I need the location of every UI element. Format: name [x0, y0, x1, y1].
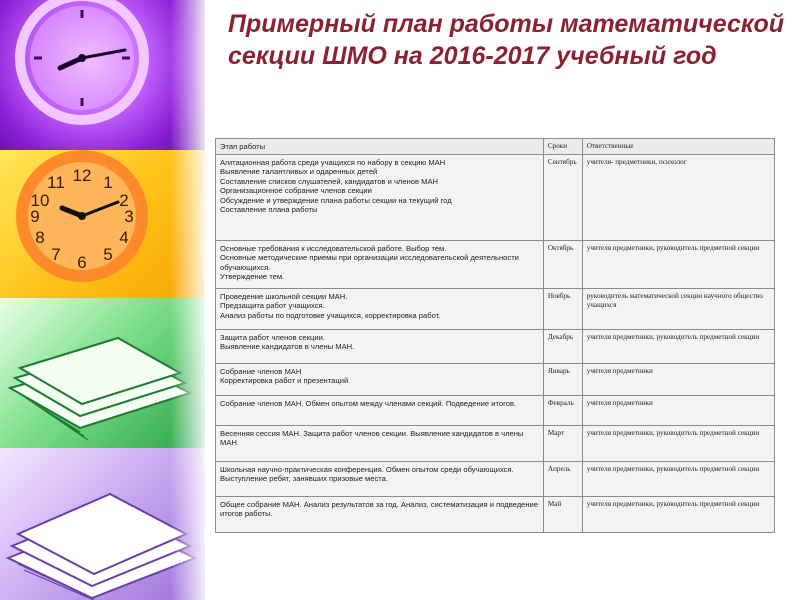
decorative-image-strip: [0, 0, 205, 600]
header-responsible: Ответственные: [582, 139, 774, 155]
svg-text:6: 6: [77, 253, 87, 272]
table-row: [216, 329, 775, 363]
responsible-cell: учителя- предметники, психолог: [582, 154, 774, 240]
table-header-row: [216, 139, 775, 155]
responsible-cell: учителя предметники, руководитель предметной секции: [582, 461, 774, 496]
stage-line: Школьная научно-практическая конференция. Обмен опытом среди обучающихся. Выступление ребят, занявших призовые места.: [220, 464, 514, 483]
table-row: [216, 154, 775, 240]
term-cell: Январь: [543, 363, 582, 395]
stage-line: Организационное собрание членов секции: [220, 186, 372, 195]
stage-line: Анализ работы по подготовке учащихся, корректировка работ.: [220, 310, 441, 320]
responsible-cell: руководитель математической секции научного общество учащихся: [582, 288, 774, 329]
header-term: Сроки: [543, 139, 582, 155]
svg-text:7: 7: [51, 245, 61, 264]
header-stage: Этап работы: [216, 139, 544, 155]
svg-text:11: 11: [47, 173, 65, 192]
stage-cell: [216, 496, 544, 532]
svg-text:10: 10: [30, 191, 50, 210]
svg-text:8: 8: [35, 228, 45, 247]
svg-text:4: 4: [119, 228, 129, 247]
svg-text:1: 1: [103, 173, 113, 192]
svg-text:9: 9: [30, 207, 40, 226]
term-cell: Март: [543, 425, 582, 461]
image-fade: [170, 0, 205, 600]
stage-line: Выявление талантливых и одаренных детей: [220, 167, 378, 176]
svg-text:2: 2: [119, 191, 129, 210]
table-row: [216, 363, 775, 395]
term-cell: Ноябрь: [543, 288, 582, 329]
stage-line: Собрание членов МАН: [220, 366, 302, 376]
stage-line: Корректировка работ и презентаций: [220, 376, 349, 385]
responsible-cell: учителя предметники, руководитель предметной секции: [582, 329, 774, 363]
stage-cell: [216, 461, 544, 496]
table-row: [216, 461, 775, 496]
responsible-cell: учителя предметники, руководитель предметной секции: [582, 496, 774, 532]
stage-line: Составление плана работы: [220, 205, 318, 214]
responsible-cell: учителя предметники: [582, 363, 774, 395]
work-plan-table: [215, 138, 775, 533]
stage-line: Обсуждение и утверждение плана работы секции на текущий год: [220, 195, 452, 205]
slide-title: Примерный план работы математической секции ШМО на 2016-2017 учебный год: [228, 10, 785, 70]
stage-line: Выявление кандидатов в члены МАН.: [220, 342, 355, 351]
stage-line: Основные методические приемы при организации исследовательской деятельности обучающихся.: [220, 253, 519, 272]
stage-line: Весенняя сессия МАН. Защита работ членов секции. Выявление кандидатов в члены МАН.: [220, 428, 524, 447]
stage-cell: [216, 240, 544, 288]
term-cell: Май: [543, 496, 582, 532]
stage-line: Защита работ членов секции.: [220, 332, 325, 342]
stage-cell: [216, 154, 544, 240]
stage-cell: [216, 395, 544, 425]
stage-line: Основные требования к исследовательской работе. Выбор тем.: [220, 243, 447, 253]
responsible-cell: учителя предметники: [582, 395, 774, 425]
stage-cell: [216, 425, 544, 461]
svg-text:3: 3: [124, 207, 134, 226]
table-row: [216, 425, 775, 461]
term-cell: Сентябрь: [543, 154, 582, 240]
stage-line: Предзащита работ учащихся.: [220, 301, 325, 310]
table-row: [216, 288, 775, 329]
term-cell: Февраль: [543, 395, 582, 425]
table-row: [216, 240, 775, 288]
responsible-cell: учителя предметники, руководитель предметной секции: [582, 425, 774, 461]
svg-text:12: 12: [72, 166, 92, 185]
stage-cell: [216, 363, 544, 395]
stage-cell: [216, 329, 544, 363]
svg-text:5: 5: [103, 245, 113, 264]
stage-cell: [216, 288, 544, 329]
stage-line: Составление списков слушателей, кандидатов и членов МАН: [220, 176, 439, 186]
table-row: [216, 496, 775, 532]
table-row: [216, 395, 775, 425]
stage-line: Агитационная работа среди учащихся по набору в секцию МАН: [220, 157, 446, 167]
responsible-cell: учителя предметники, руководитель предметной секции: [582, 240, 774, 288]
stage-line: Общее собрание МАН. Анализ результатов за год. Анализ, систематизация и подведение итогов работы.: [220, 499, 539, 518]
term-cell: Октябрь: [543, 240, 582, 288]
term-cell: Декабрь: [543, 329, 582, 363]
stage-line: Собрание членов МАН. Обмен опытом между членами секций. Подведение итогов.: [220, 398, 517, 408]
stage-line: Проведение школьной секции МАН.: [220, 291, 348, 301]
term-cell: Апрель: [543, 461, 582, 496]
stage-line: Утверждение тем.: [220, 272, 285, 281]
